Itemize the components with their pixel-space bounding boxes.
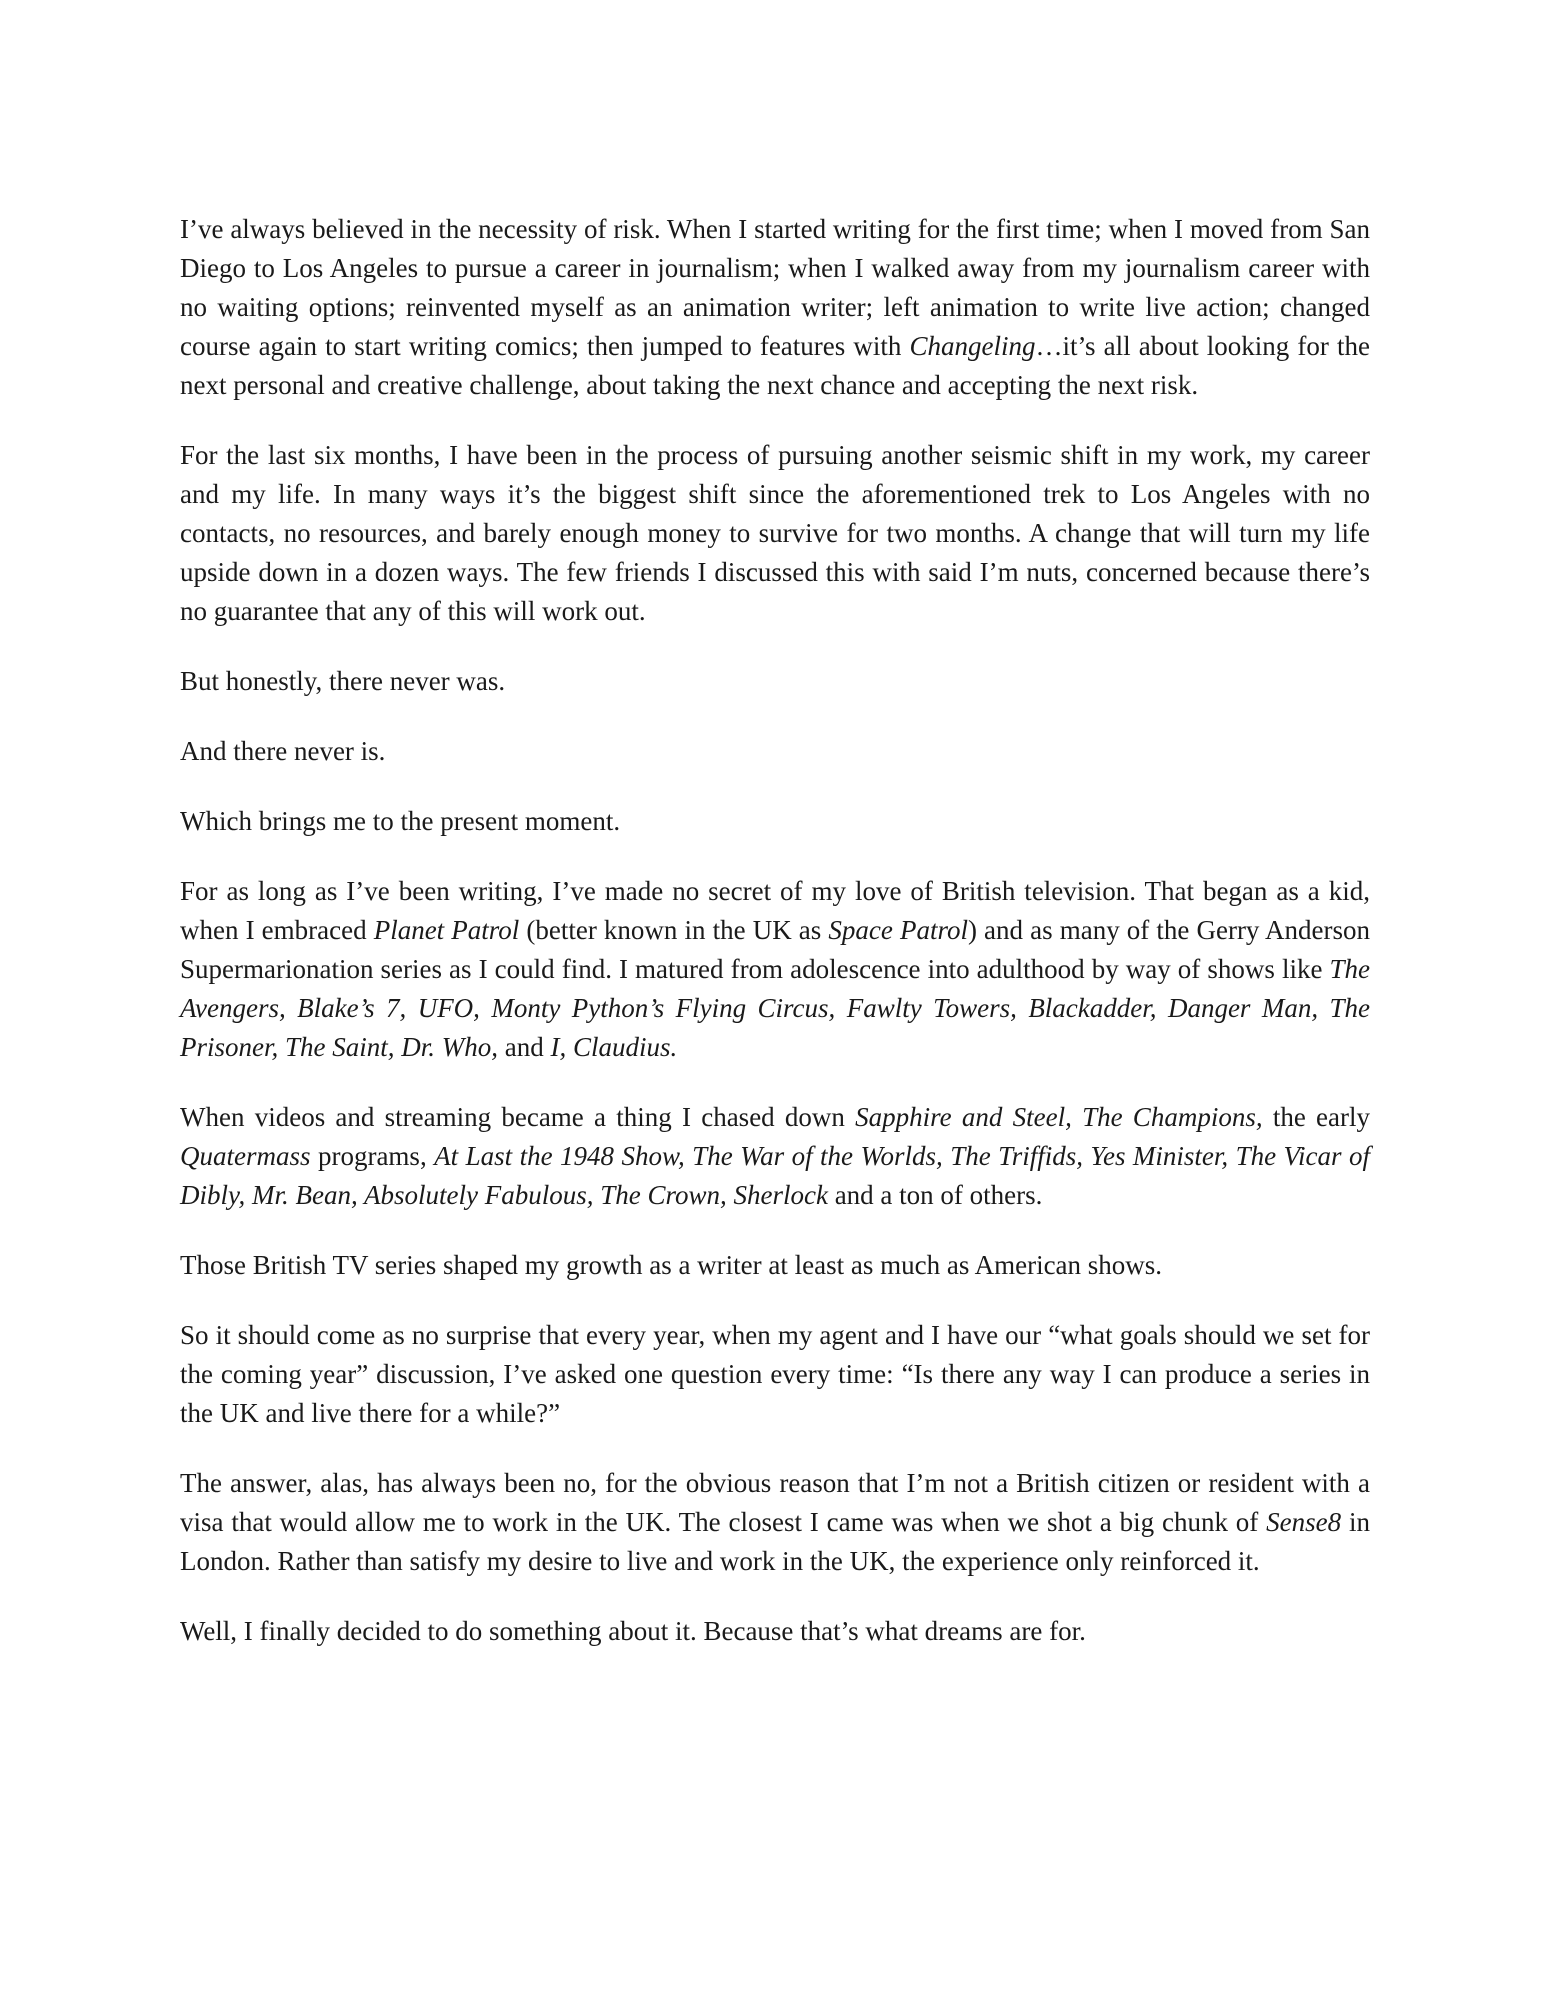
italic-title-text: At Last the 1948 Show, The War of the Worlds, The Triffids, Yes Minister, The Vicar of Dibly, Mr. Bean, Absolutely Fabulous, The Crown, Sherlock [180,1141,1370,1210]
paragraph [180,210,1370,405]
document-body [180,210,1370,1682]
paragraph-text: programs, [310,1141,435,1171]
paragraph-text: …it’s all about looking for the next personal and creative challenge, about taking the next chance and accepting the next risk. [180,331,1370,400]
paragraph-text: and [498,1032,551,1062]
paragraph-text: and a ton of others. [827,1180,1043,1210]
italic-title-text: Sense8 [1266,1507,1342,1537]
paragraph-text: When videos and streaming became a thing I chased down [180,1102,856,1132]
paragraph-text: Well, I finally decided to do something about it. Because that’s what dreams are for. [180,1616,1086,1646]
paragraph-text: So it should come as no surprise that every year, when my agent and I have our “what goals should we set for the coming year” discussion, I’ve asked one question every time: “Is there any way I can produce a series in the UK and live there for a while?” [180,1320,1370,1428]
paragraph-text: in London. Rather than satisfy my desire to live and work in the UK, the experience only reinforced it. [180,1507,1370,1576]
italic-title-text: I, Claudius. [550,1032,678,1062]
italic-title-text: Quatermass [180,1141,311,1171]
paragraph [180,1464,1370,1581]
paragraph [180,662,1370,701]
paragraph [180,1612,1370,1651]
italic-title-text: Sapphire and Steel, The Champions, [855,1102,1263,1132]
paragraph-text: The answer, alas, has always been no, for the obvious reason that I’m not a British citizen or resident with a visa that would allow me to work in the UK. The closest I came was when we shot a big chunk of [180,1468,1370,1537]
italic-title-text: Planet Patrol [373,915,520,945]
paragraph-text: Those British TV series shaped my growth as a writer at least as much as American shows. [180,1250,1163,1280]
paragraph [180,436,1370,631]
paragraph [180,732,1370,771]
paragraph-text: For the last six months, I have been in the process of pursuing another seismic shift in my work, my career and my life. In many ways it’s the biggest shift since the aforementioned trek to Los Angeles with no contacts, no resources, and barely enough money to survive for two months. A change that will turn my life upside down in a dozen ways. The few friends I discussed this with said I’m nuts, concerned because there’s no guarantee that any of this will work out. [180,440,1370,626]
paragraph [180,1246,1370,1285]
paragraph [180,1098,1370,1215]
paragraph-text: (better known in the UK as [519,915,829,945]
paragraph-text: the early [1262,1102,1370,1132]
italic-title-text: Space Patrol [828,915,968,945]
paragraph-text: Which brings me to the present moment. [180,806,621,836]
paragraph [180,1316,1370,1433]
paragraph-text: For as long as I’ve been writing, I’ve made no secret of my love of British television. That began as a kid, when I embraced [180,876,1370,945]
italic-title-text: Changeling [909,331,1036,361]
paragraph-text: I’ve always believed in the necessity of risk. When I started writing for the first time; when I moved from San Diego to Los Angeles to pursue a career in journalism; when I walked away from my journalism career with no waiting options; reinvented myself as an animation writer; left animation to write live action; changed course again to start writing comics; then jumped to features with [180,214,1370,361]
paragraph [180,872,1370,1067]
italic-title-text: The Avengers, Blake’s 7, UFO, Monty Python’s Flying Circus, Fawlty Towers, Blackadder, Danger Man, The Prisoner, The Saint, Dr. Who, [180,954,1370,1062]
paragraph-text: But honestly, there never was. [180,666,506,696]
paragraph-text: ) and as many of the Gerry Anderson Supermarionation series as I could find. I matured from adolescence into adulthood by way of shows like [180,915,1371,984]
paragraph-text: And there never is. [180,736,386,766]
paragraph [180,802,1370,841]
